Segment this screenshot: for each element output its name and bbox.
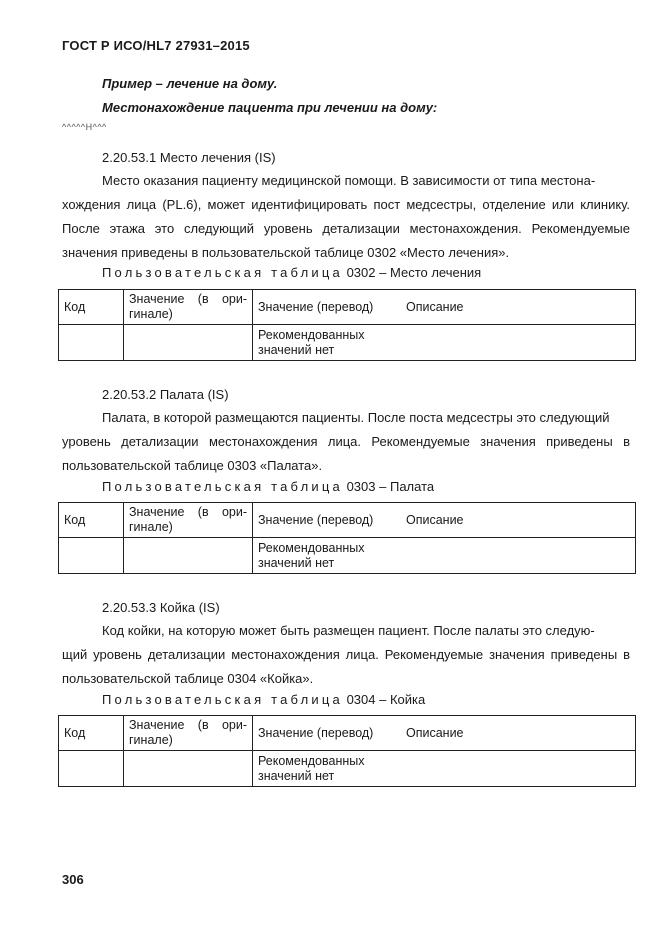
- example-marks: ^^^^^H^^^: [62, 122, 107, 132]
- paragraph-rest: уровень детализации местонахождения лица. Рекомендуемые значения приведены в пользовательской таблице 0303 «Палата».: [62, 434, 630, 473]
- user-table-0304: [58, 715, 636, 787]
- paragraph-rest: щий уровень детализации местонахождения лица. Рекомендуемые значения приведены в пользовательской таблице 0304 «Койка».: [62, 647, 630, 686]
- paragraph-rest: хождения лица (PL.6), может идентифицировать пост медсестры, отделение или клинику. После этажа это следующий уровень детализации местонахождения. Рекомендуемые значения приведены в пользовательской таблице 0302 «Место лечения».: [62, 197, 630, 260]
- caption-dash: –: [379, 265, 387, 280]
- page-number: 306: [62, 872, 84, 887]
- caption-title: Место лечения: [389, 265, 482, 280]
- table-header-row: [59, 290, 636, 325]
- section-heading-3: 2.20.53.3 Койка (IS): [102, 600, 220, 615]
- section-heading-2: 2.20.53.2 Палата (IS): [102, 387, 229, 402]
- caption-prefix: Пользовательская таблица: [102, 265, 343, 280]
- caption-prefix: Пользовательская таблица: [102, 692, 343, 707]
- table-row: [59, 751, 636, 787]
- col-original-value: Значение (в ори- гинале): [124, 716, 253, 751]
- section-paragraph-2: [62, 406, 630, 478]
- table-caption-3: [102, 692, 425, 707]
- caption-dash: –: [379, 479, 387, 494]
- col-translation: Значение (перевод): [253, 503, 402, 538]
- no-values-cell: Рекомендованных значений нет: [253, 751, 402, 787]
- col-translation: Значение (перевод): [253, 716, 402, 751]
- table-header-row: [59, 716, 636, 751]
- paragraph-first-line: Место оказания пациенту медицинской помощи. В зависимости от типа местона-: [102, 173, 596, 188]
- no-values-cell: Рекомендованных значений нет: [253, 538, 402, 574]
- table-caption-1: [102, 265, 481, 280]
- example-line-1: Пример – лечение на дому.: [102, 76, 278, 91]
- caption-title: Палата: [389, 479, 435, 494]
- table-caption-2: [102, 479, 434, 494]
- col-translation: Значение (перевод): [253, 290, 402, 325]
- section-heading-1: 2.20.53.1 Место лечения (IS): [102, 150, 276, 165]
- paragraph-first-line: Код койки, на которую может быть размещен пациент. После палаты это следую-: [102, 623, 595, 638]
- user-table-0303: [58, 502, 636, 574]
- col-original-value: Значение (в ори- гинале): [124, 290, 253, 325]
- col-code: Код: [59, 503, 124, 538]
- user-table-0302: [58, 289, 636, 361]
- caption-prefix: Пользовательская таблица: [102, 479, 343, 494]
- caption-number: 0304: [346, 692, 376, 707]
- section-paragraph-1: [62, 169, 630, 265]
- caption-title: Койка: [389, 692, 426, 707]
- table-row: [59, 538, 636, 574]
- table-row: [59, 325, 636, 361]
- caption-number: 0303: [346, 479, 376, 494]
- table-header-row: [59, 503, 636, 538]
- col-description: Описание: [401, 716, 636, 751]
- caption-number: 0302: [346, 265, 376, 280]
- col-code: Код: [59, 290, 124, 325]
- col-description: Описание: [401, 503, 636, 538]
- example-line-2: Местонахождение пациента при лечении на дому:: [102, 100, 438, 115]
- document-header: ГОСТ Р ИСО/HL7 27931–2015: [62, 38, 250, 53]
- section-paragraph-3: [62, 619, 630, 691]
- caption-dash: –: [379, 692, 387, 707]
- no-values-cell: Рекомендованных значений нет: [253, 325, 402, 361]
- col-original-value: Значение (в ори- гинале): [124, 503, 253, 538]
- paragraph-first-line: Палата, в которой размещаются пациенты. После поста медсестры это следующий: [102, 410, 610, 425]
- col-description: Описание: [401, 290, 636, 325]
- col-code: Код: [59, 716, 124, 751]
